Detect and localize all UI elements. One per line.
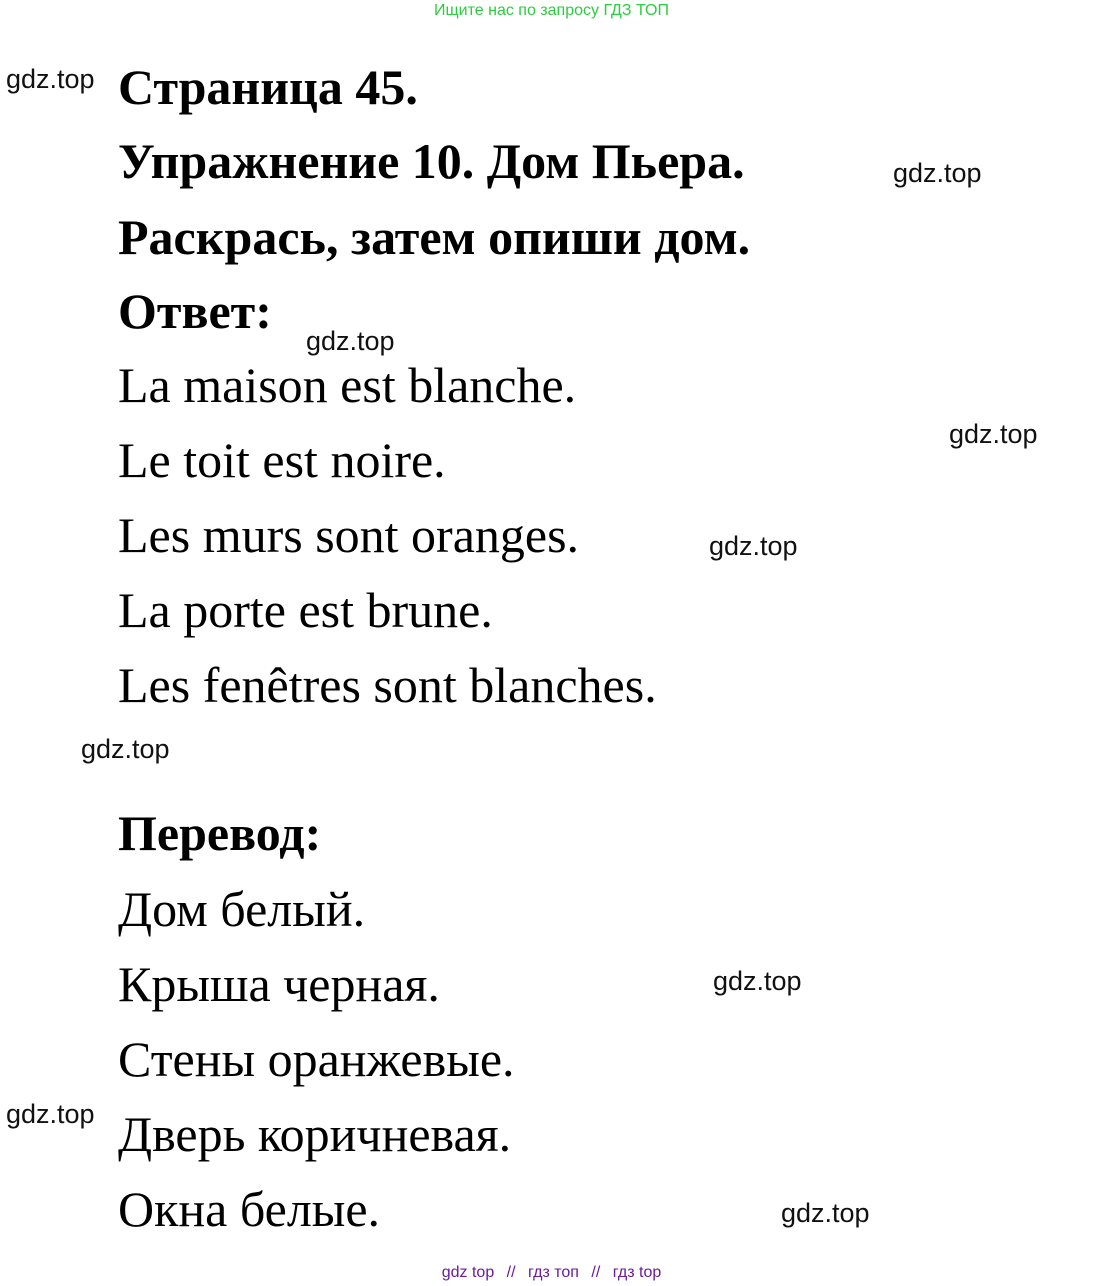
watermark: gdz.top: [6, 1099, 95, 1129]
page-title: Страница 45.: [118, 59, 418, 115]
translation-line: Дом белый.: [118, 881, 366, 937]
watermark: gdz.top: [6, 64, 95, 94]
top-banner[interactable]: Ищите нас по запросу ГДЗ ТОП: [434, 2, 669, 19]
footer-separator: //: [591, 1264, 601, 1281]
translation-line: Дверь коричневая.: [118, 1106, 512, 1162]
task-text: Раскрась, затем опиши дом.: [118, 209, 751, 265]
watermark: gdz.top: [949, 419, 1038, 449]
answer-line: La porte est brune.: [118, 582, 493, 638]
translation-label: Перевод:: [118, 805, 322, 861]
watermark: gdz.top: [781, 1198, 870, 1228]
watermark: gdz.top: [709, 531, 798, 561]
watermark: gdz.top: [713, 966, 802, 996]
footer-link[interactable]: гдз топ: [528, 1264, 579, 1281]
exercise-title: Упражнение 10. Дом Пьера.: [118, 133, 745, 189]
answer-line: Les murs sont oranges.: [118, 507, 580, 563]
answer-line: La maison est blanche.: [118, 357, 577, 413]
footer-link[interactable]: gdz top: [441, 1264, 495, 1281]
footer-separator: //: [506, 1264, 516, 1281]
translation-line: Окна белые.: [118, 1181, 381, 1237]
translation-line: Стены оранжевые.: [118, 1031, 515, 1087]
footer-links: [0, 1264, 1103, 1282]
translation-line: Крыша черная.: [118, 956, 440, 1012]
answer-label: Ответ:: [118, 283, 272, 339]
watermark: gdz.top: [306, 326, 395, 356]
footer-link[interactable]: гдз top: [612, 1264, 662, 1281]
answer-line: Les fenêtres sont blanches.: [118, 657, 657, 713]
watermark: gdz.top: [893, 158, 982, 188]
answer-line: Le toit est noire.: [118, 432, 446, 488]
watermark: gdz.top: [81, 734, 170, 764]
